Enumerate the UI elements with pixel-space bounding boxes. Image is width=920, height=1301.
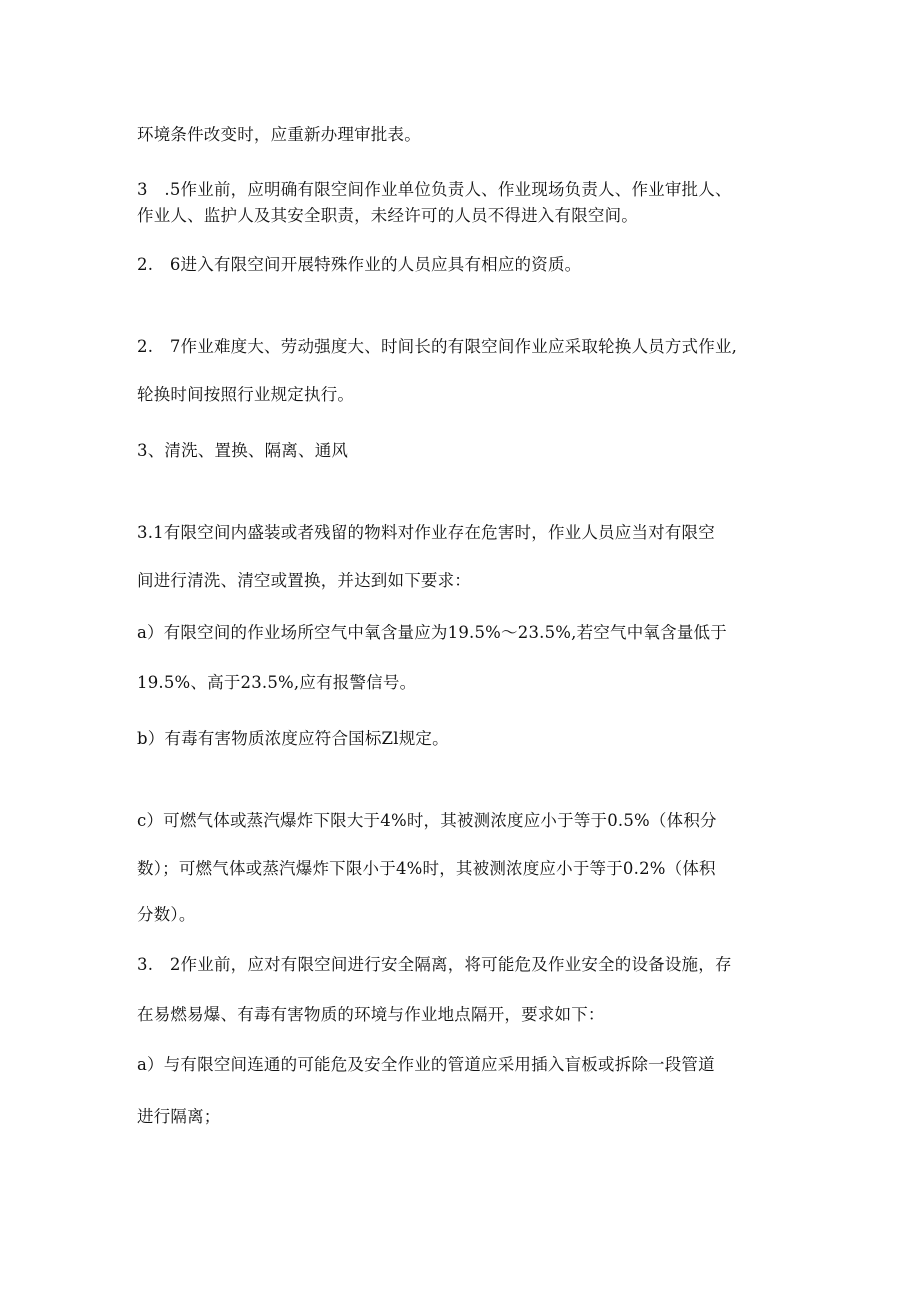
text-line: 间进行清洗、清空或置换，并达到如下要求： xyxy=(137,571,471,590)
text-line: 3. 2作业前，应对有限空间进行安全隔离，将可能危及作业安全的设备设施，存 xyxy=(137,955,732,974)
text-line: 进行隔离； xyxy=(137,1107,221,1126)
text-line: 数）；可燃气体或蒸汽爆炸下限小于4%时，其被测浓度应小于等于0.2%（体积 xyxy=(137,859,716,878)
text-line: a）与有限空间连通的可能危及安全作业的管道应采用插入盲板或拆除一段管道 xyxy=(137,1055,715,1074)
text-line: 环境条件改变时，应重新办理审批表。 xyxy=(137,125,421,144)
text-line: 在易燃易爆、有毒有害物质的环境与作业地点隔开，要求如下： xyxy=(137,1005,605,1024)
text-line: 2. 7作业难度大、劳动强度大、时间长的有限空间作业应采取轮换人员方式作业, xyxy=(137,337,738,356)
text-line: 轮换时间按照行业规定执行。 xyxy=(137,385,355,404)
text-line: c）可燃气体或蒸汽爆炸下限大于4%时，其被测浓度应小于等于0.5%（体积分 xyxy=(137,811,717,830)
text-line: 分数）。 xyxy=(137,905,196,924)
text-line: 2. 6进入有限空间开展特殊作业的人员应具有相应的资质。 xyxy=(137,255,582,274)
text-line: 3 .5作业前，应明确有限空间作业单位负责人、作业现场负责人、作业审批人、 xyxy=(137,180,732,199)
text-line: 作业人、监护人及其安全职责，未经许可的人员不得进入有限空间。 xyxy=(137,206,638,225)
text-line: 19.5%、高于23.5%,应有报警信号。 xyxy=(137,673,417,692)
section-heading: 3、清洗、置换、隔离、通风 xyxy=(137,441,349,460)
text-line: a）有限空间的作业场所空气中氧含量应为19.5%～23.5%,若空气中氧含量低于 xyxy=(137,623,727,642)
text-line: b）有毒有害物质浓度应符合国标Zl规定。 xyxy=(137,729,449,748)
text-line: 3.1有限空间内盛装或者残留的物料对作业存在危害时，作业人员应当对有限空 xyxy=(137,523,715,542)
